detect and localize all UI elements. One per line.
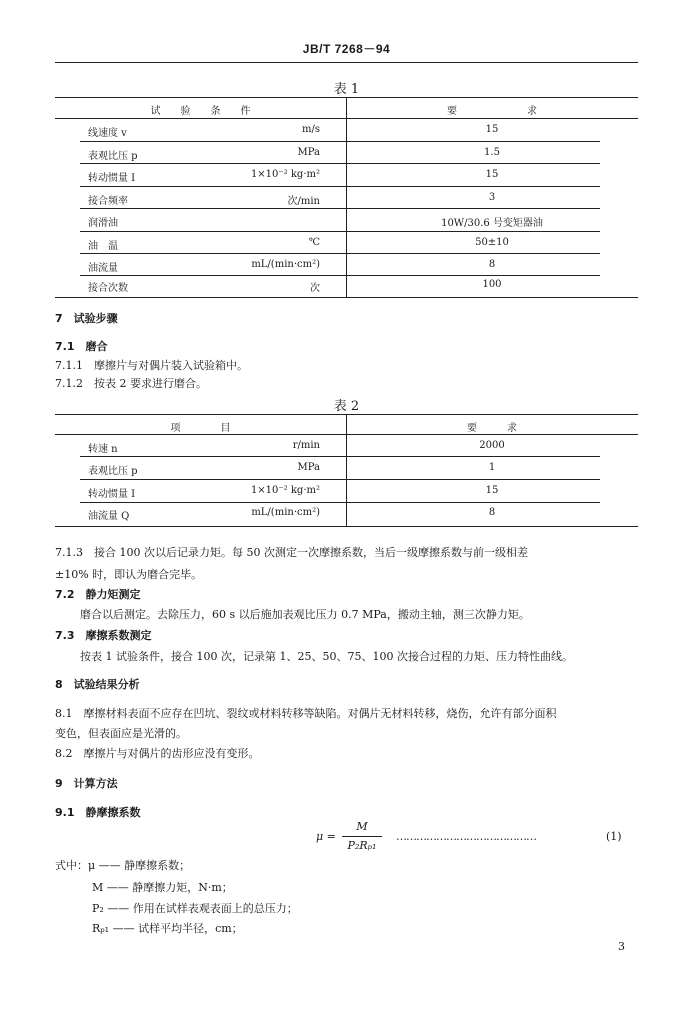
formula-lhs: μ =	[316, 830, 336, 843]
formula-leader-dots: ……………………………………	[396, 830, 536, 843]
table-cell-value: 3	[488, 192, 496, 203]
paragraph-7-1-3-line2: ±10% 时，即认为磨合完毕。	[55, 568, 203, 581]
table2-col-requirement: 要 求	[467, 423, 517, 434]
where-line-p2: P₂ —— 作用在试样表观表面上的总压力；	[92, 902, 298, 915]
document-header: JB/T 7268－94	[302, 42, 391, 56]
table-row-rule	[80, 479, 600, 480]
table-cell-value: 8	[488, 507, 496, 518]
section-7-3-title: 7.3 摩擦系数测定	[55, 629, 152, 642]
table-row-rule	[80, 163, 600, 164]
formula-numerator: M	[356, 820, 368, 833]
table-cell-value: 10W/30.6 号变矩器油	[441, 218, 543, 229]
table-cell-name: 线速度 v	[88, 128, 127, 139]
table-cell-name: 表观比压 p	[88, 151, 138, 162]
table-cell-name: 油流量 Q	[88, 511, 130, 522]
table2-col-item: 项 目	[170, 423, 231, 434]
table-cell-value: 15	[485, 485, 499, 496]
section-7-title: 7 试验步骤	[55, 312, 118, 325]
paragraph-7-2: 磨合以后测定。去除压力，60 s 以后施加表观比压力 0.7 MPa，搬动主轴，测三次静力矩。	[80, 608, 530, 621]
formula-denominator: P₂Rₚ₁	[347, 839, 377, 852]
paragraph-7-1-2: 7.1.2 按表 2 要求进行磨合。	[55, 377, 207, 390]
table-cell-value: 15	[485, 124, 499, 135]
table2-head-rule	[55, 434, 638, 435]
table2-caption: 表 2	[333, 399, 360, 414]
table-cell-unit: mL/(min·cm²)	[251, 259, 320, 270]
table-cell-unit: 次	[310, 283, 320, 294]
table-cell-name: 转速 n	[88, 444, 118, 455]
table1-col-condition: 试 验 条 件	[150, 106, 251, 117]
table-cell-unit: 1×10⁻² kg·m²	[250, 485, 320, 496]
table-cell-name: 接合次数	[88, 283, 128, 294]
where-intro: 式中：μ —— 静摩擦系数；	[55, 859, 191, 872]
table-row-rule	[80, 502, 600, 503]
formula-number: (1)	[606, 830, 622, 843]
table-cell-value: 15	[485, 169, 499, 180]
section-9-title: 9 计算方法	[55, 777, 118, 790]
table-cell-name: 油流量	[88, 263, 118, 274]
table-cell-value: 50±10	[475, 237, 509, 248]
table-cell-value: 2000	[479, 440, 505, 451]
paragraph-7-1-3-line1: 7.1.3 接合 100 次以后记录力矩。每 50 次测定一次摩擦系数，当后一级摩擦系数与前一级相差	[55, 546, 528, 559]
table1-bottom-rule	[55, 297, 638, 298]
table-row-rule	[80, 456, 600, 457]
table-cell-name: 接合频率	[88, 196, 128, 207]
table-cell-unit: 次/min	[287, 196, 320, 207]
table-cell-value: 1	[488, 462, 496, 473]
paragraph-7-3: 按表 1 试验条件，接合 100 次，记录第 1、25、50、75、100 次接合过程的力矩、压力特性曲线。	[80, 650, 573, 663]
table-row-rule	[80, 186, 600, 187]
section-8-title: 8 试验结果分析	[55, 678, 140, 691]
page-number: 3	[618, 940, 625, 953]
paragraph-8-1-line2: 变色，但表面应是光滑的。	[55, 727, 187, 740]
where-line-rp: Rₚ₁ —— 试样平均半径，cm；	[92, 922, 243, 935]
table2-bottom-rule	[55, 526, 638, 527]
table-row-rule	[80, 231, 600, 232]
table1-caption: 表 1	[333, 82, 360, 97]
table1-col-requirement: 要 求	[447, 106, 537, 117]
table-cell-unit: ℃	[308, 237, 320, 248]
formula-fraction-bar	[342, 836, 382, 837]
table-cell-name: 表观比压 p	[88, 466, 138, 477]
table-cell-unit: mL/(min·cm²)	[251, 507, 320, 518]
table-cell-unit: MPa	[297, 462, 320, 473]
table-cell-unit: r/min	[292, 440, 320, 451]
table-row-rule	[80, 275, 600, 276]
table-row-rule	[80, 208, 600, 209]
table-cell-unit: MPa	[297, 147, 320, 158]
table-cell-name: 转动惯量 I	[88, 173, 136, 184]
section-7-1-title: 7.1 磨合	[55, 340, 108, 353]
header-rule	[55, 62, 638, 63]
where-line-m: M —— 静摩擦力矩，N·m；	[92, 881, 233, 894]
table-cell-unit: m/s	[302, 124, 320, 135]
paragraph-8-1-line1: 8.1 摩擦材料表面不应存在凹坑、裂纹或材料转移等缺陷。对偶片无材料转移，烧伤，允许有部分面积	[55, 707, 557, 720]
section-9-1-title: 9.1 静摩擦系数	[55, 806, 141, 819]
table-cell-value: 1.5	[484, 147, 500, 158]
table-cell-name: 转动惯量 I	[88, 489, 136, 500]
table-cell-value: 8	[488, 259, 496, 270]
section-7-2-title: 7.2 静力矩测定	[55, 588, 141, 601]
paragraph-8-2: 8.2 摩擦片与对偶片的齿形应没有变形。	[55, 747, 260, 760]
table1-head-rule	[55, 118, 638, 119]
table-row-rule	[80, 253, 600, 254]
table-cell-value: 100	[482, 279, 502, 290]
table-cell-unit: 1×10⁻² kg·m²	[250, 169, 320, 180]
paragraph-7-1-1: 7.1.1 摩擦片与对偶片装入试验箱中。	[55, 359, 248, 372]
table-row-rule	[80, 141, 600, 142]
table-cell-name: 润滑油	[88, 218, 118, 229]
table-cell-name: 油 温	[88, 241, 118, 252]
